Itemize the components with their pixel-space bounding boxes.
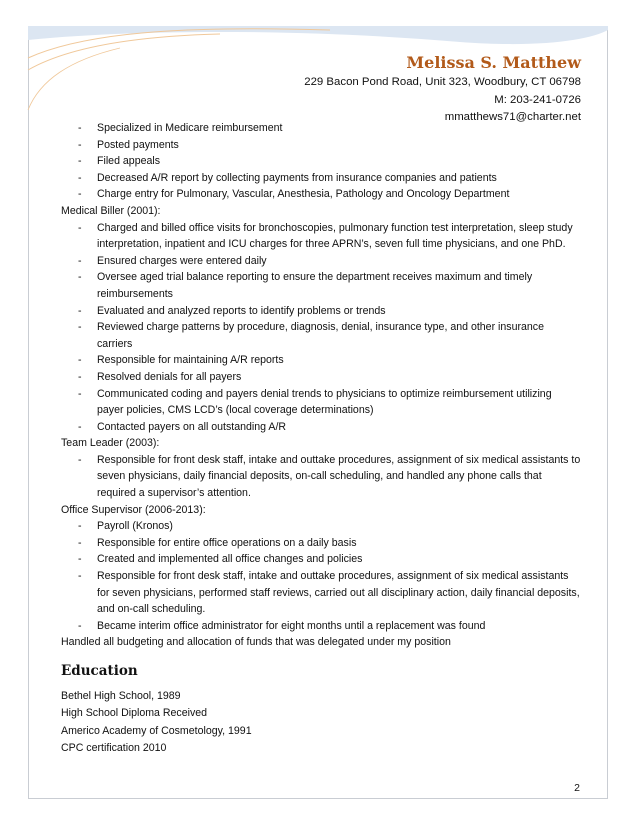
list-item: - Evaluated and analyzed reports to identify problems or trends — [78, 304, 386, 317]
office-supervisor-closing: Handled all budgeting and allocation of funds that was delegated under my position — [61, 636, 451, 649]
list-item: - Became interim office administrator for eight months until a replacement was found — [78, 619, 486, 632]
resume-body — [61, 120, 581, 758]
address: 229 Bacon Pond Road, Unit 323, Woodbury, CT 06798 — [304, 76, 581, 88]
list-item: - Responsible for maintaining A/R reports — [78, 354, 284, 367]
resume-header — [304, 52, 581, 127]
experience-bullets-1 — [61, 120, 581, 203]
list-item: - Created and implemented all office changes and policies — [78, 553, 363, 566]
role-title-office-supervisor: Office Supervisor (2006-2013): — [61, 503, 206, 516]
role-title-team-leader: Team Leader (2003): — [61, 437, 160, 450]
team-leader-bullets — [61, 452, 581, 502]
list-item: - Posted payments — [78, 138, 179, 151]
list-item: - Ensured charges were entered daily — [78, 254, 267, 267]
list-item: - Charge entry for Pulmonary, Vascular, Anesthesia, Pathology and Oncology Department — [78, 188, 510, 201]
list-item: - Oversee aged trial balance reporting to ensure the department receives maximum and timely reimbursements — [78, 271, 533, 300]
education-line: Bethel High School, 1989 — [61, 689, 181, 702]
education-line: Americo Academy of Cosmetology, 1991 — [61, 724, 252, 737]
list-item: - Reviewed charge patterns by procedure, diagnosis, denial, insurance type, and other insurance carriers — [78, 321, 544, 350]
list-item: - Filed appeals — [78, 155, 161, 168]
list-item: - Responsible for entire office operations on a daily basis — [78, 536, 357, 549]
list-item: - Specialized in Medicare reimbursement — [78, 122, 283, 134]
list-item: - Charged and billed office visits for bronchoscopies, pulmonary function test interpretation, sleep study interpretation, inpatient and ICU charges for three APRN’s, seven full time physicians, and one PhD. — [78, 221, 573, 251]
list-item: - Decreased A/R report by collecting payments from insurance companies and patients — [78, 171, 497, 184]
list-item: - Contacted payers on all outstanding A/R — [78, 420, 287, 433]
education-line: CPC certification 2010 — [61, 742, 167, 755]
phone: M: 203-241-0726 — [494, 93, 581, 106]
page-number: 2 — [574, 782, 580, 794]
education-line: High School Diploma Received — [61, 707, 208, 720]
candidate-name: Melissa S. Matthew — [406, 53, 581, 72]
list-item: - Responsible for front desk staff, intake and outtake procedures, assignment of six medical assistants to seven physicians, daily financial deposits, on-call scheduling, and handled any phone calls that required a supervisor’s attention. — [78, 453, 581, 500]
email: mmatthews71@charter.net — [444, 111, 581, 123]
list-item: - Responsible for front desk staff, intake and outtake procedures, assignment of six medical assistants for seven physicians, performed staff reviews, carried out all disciplinary action, daily financial deposits, and on-call scheduling. — [78, 570, 580, 616]
list-item: - Communicated coding and payers denial trends to physicians to optimize reimbursement utilizing payer policies, CMS LCD’s (local coverage determinations) — [78, 387, 552, 417]
office-supervisor-bullets — [61, 518, 581, 634]
medical-biller-bullets — [61, 220, 581, 436]
education-heading: Education — [61, 663, 138, 679]
list-item: - Resolved denials for all payers — [78, 370, 242, 383]
role-title-medical-biller: Medical Biller (2001): — [61, 204, 161, 217]
list-item: - Payroll (Kronos) — [78, 520, 173, 533]
